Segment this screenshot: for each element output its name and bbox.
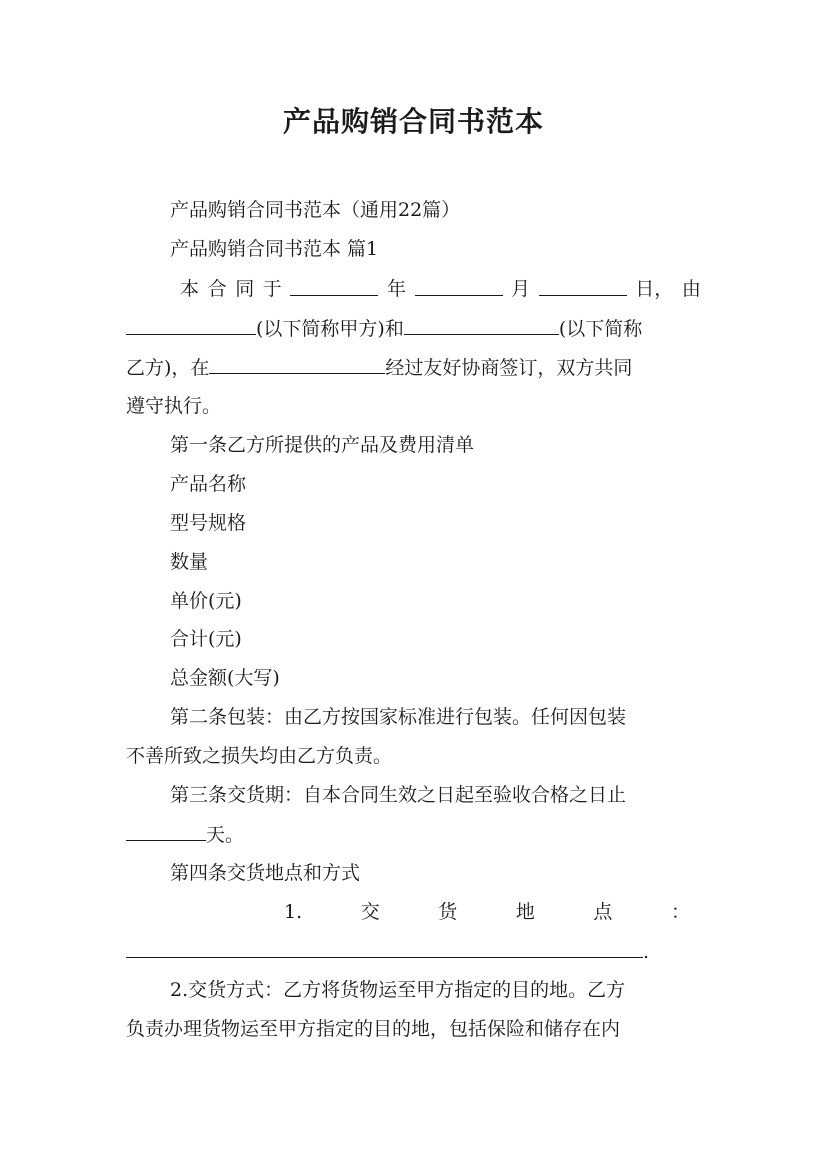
item1-char: 点 (593, 901, 613, 923)
article4-item2-line-1: 2.交货方式：乙方将货物运至甲方指定的目的地。乙方 (170, 979, 626, 1001)
article2-line-1: 第二条包装：由乙方按国家标准进行包装。任何因包装 (170, 706, 627, 728)
article4-item1-blank (126, 939, 701, 964)
item1-char: 交 (360, 901, 380, 923)
item1-char: 货 (438, 901, 458, 923)
intro-char: 日， (635, 278, 674, 300)
intro-text: 乙方)，在 (126, 357, 210, 379)
article1-item: 型号规格 (170, 512, 247, 534)
blank-underline (126, 316, 256, 335)
article1-item: 总金额(大写) (170, 667, 280, 689)
article3-line-1: 第三条交货期：自本合同生效之日起至验收合格之日止 (170, 784, 627, 806)
item1-char: 1. (284, 901, 303, 923)
blank-underline (404, 316, 559, 335)
subtitle: 产品购销合同书范本（通用22篇） (170, 199, 461, 221)
document-title: 产品购销合同书范本 (282, 105, 544, 138)
item1-char: ： (670, 901, 690, 923)
intro-char: 于 (262, 278, 282, 300)
article4-item1 (284, 900, 690, 924)
intro-char: 由 (681, 278, 701, 300)
intro-line-3 (126, 355, 701, 380)
article3-text: 天。 (206, 824, 245, 846)
article1-item: 合计(元) (170, 628, 242, 650)
article4-heading: 第四条交货地点和方式 (170, 862, 361, 884)
article3-line-2 (126, 822, 701, 847)
blank-underline (539, 277, 627, 296)
intro-char: 合 (207, 278, 227, 300)
section-heading: 产品购销合同书范本 篇1 (170, 238, 379, 260)
article1-item: 数量 (170, 551, 209, 573)
intro-char: 月 (511, 278, 531, 300)
intro-line-4: 遵守执行。 (126, 395, 222, 417)
intro-text: 经过友好协商签订，双方共同 (385, 357, 633, 379)
intro-line-1 (180, 277, 701, 301)
article2-line-2: 不善所致之损失均由乙方负责。 (126, 745, 393, 767)
blank-underline (126, 939, 643, 958)
intro-char: 年 (386, 278, 406, 300)
item1-end: . (643, 941, 650, 963)
blank-underline (415, 277, 503, 296)
article1-heading: 第一条乙方所提供的产品及费用清单 (170, 434, 475, 456)
article1-item: 单价(元) (170, 590, 242, 612)
intro-char: 同 (235, 278, 255, 300)
article4-item2-line-2: 负责办理货物运至甲方指定的目的地，包括保险和储存在内 (126, 1018, 621, 1040)
intro-text: (以下简称甲方)和 (256, 318, 404, 340)
blank-underline (126, 822, 206, 841)
blank-underline (209, 355, 385, 374)
article1-item: 产品名称 (170, 473, 247, 495)
item1-char: 地 (515, 901, 535, 923)
blank-underline (290, 277, 378, 296)
intro-text: (以下简称 (558, 318, 643, 340)
intro-char: 本 (180, 278, 200, 300)
intro-line-2 (126, 316, 701, 341)
